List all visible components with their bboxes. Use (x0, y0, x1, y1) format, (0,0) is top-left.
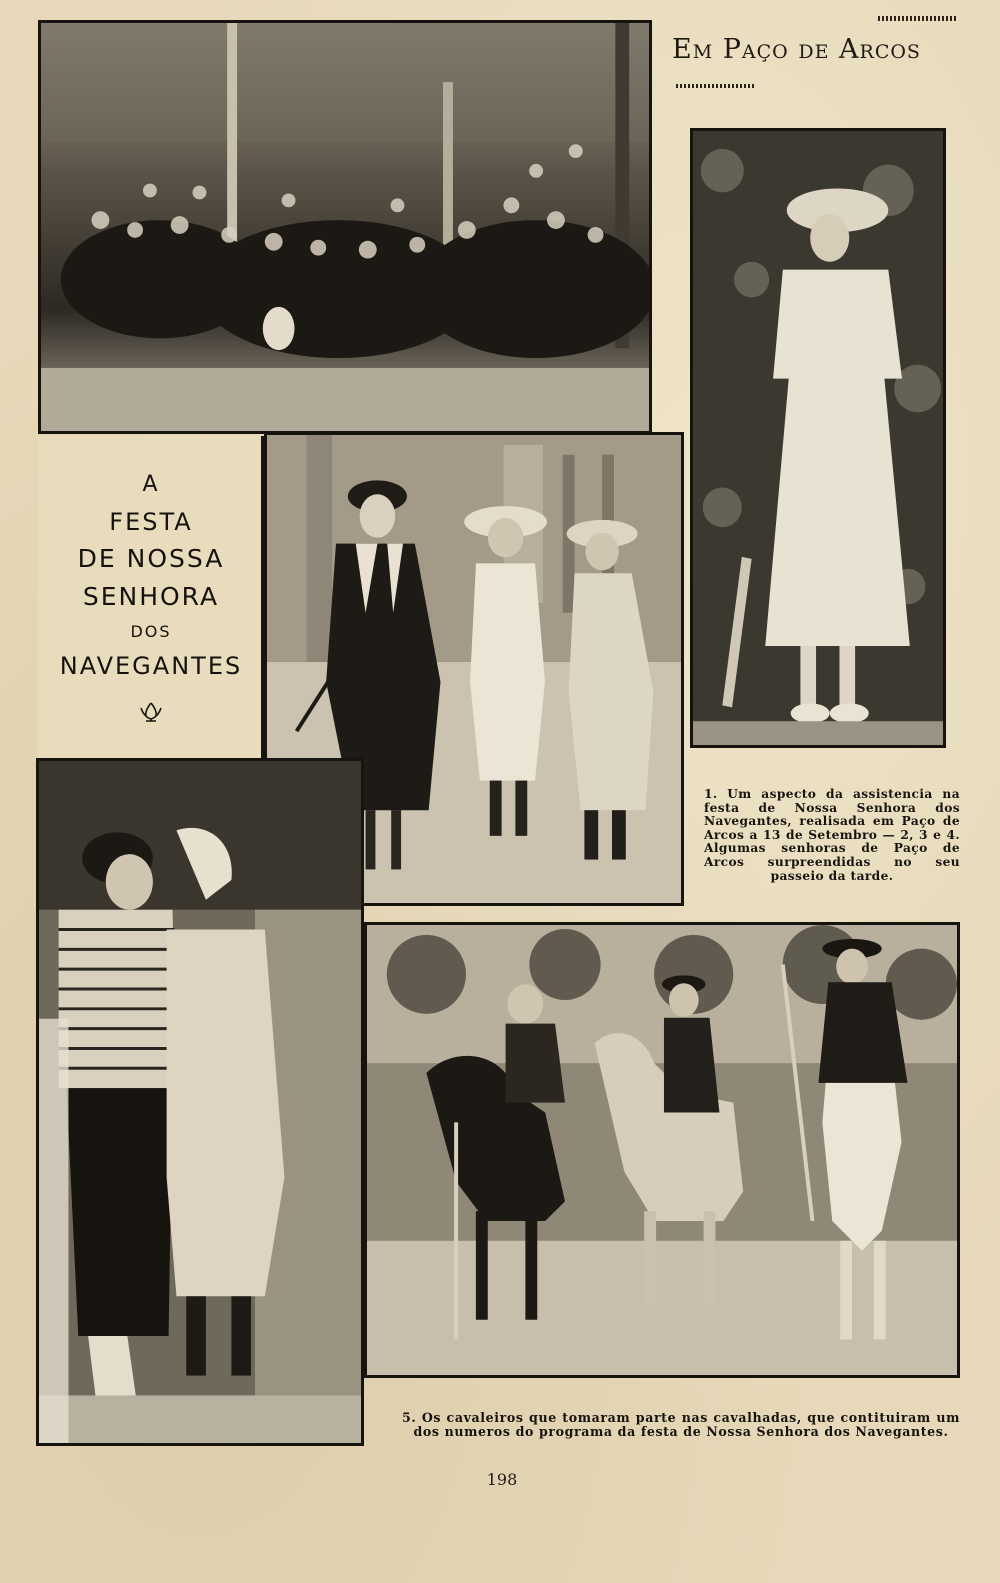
feature-title-line-2: FESTA (109, 508, 193, 536)
photo-woman-white-dress-image (693, 131, 943, 745)
photo-horse-riders (364, 922, 960, 1378)
tulip-ornament-icon (137, 700, 165, 722)
photo-women-at-wall-image (39, 761, 361, 1443)
photo-woman-white-dress (690, 128, 946, 748)
feature-title-box (38, 436, 264, 758)
feature-title-line-6: NAVEGANTES (59, 652, 243, 680)
feature-title-line-5: DOS (130, 622, 172, 641)
photo-women-at-wall (36, 758, 364, 1446)
feature-title-line-4: SENHORA (82, 582, 220, 611)
feature-title-line-1: A (142, 472, 160, 497)
photo-crowd (38, 20, 652, 434)
page-title: Em Paço de Arcos (672, 34, 921, 65)
page-number: 198 (486, 1470, 518, 1489)
caption-photo-5: 5. Os cavaleiros que tomaram parte nas cavalhadas, que contituiram um dos numeros do programa da festa de Nossa Senhora dos Navegantes. (402, 1410, 960, 1439)
photo-horse-riders-image (367, 925, 957, 1375)
header-rule-top (878, 16, 956, 21)
photo-crowd-image (41, 23, 649, 431)
header-rule-bottom (676, 84, 754, 88)
caption-photos-1-4: 1. Um aspecto da assistencia na festa de Nossa Senhora dos Navegantes, realisada em Paço de Arcos a 13 de Setembro — 2, 3 e 4. Algumas senhoras de Paço de Arcos surpreendidas no seu passeio da tarde. (704, 787, 960, 883)
feature-title-line-3: DE NOSSA (77, 544, 225, 573)
